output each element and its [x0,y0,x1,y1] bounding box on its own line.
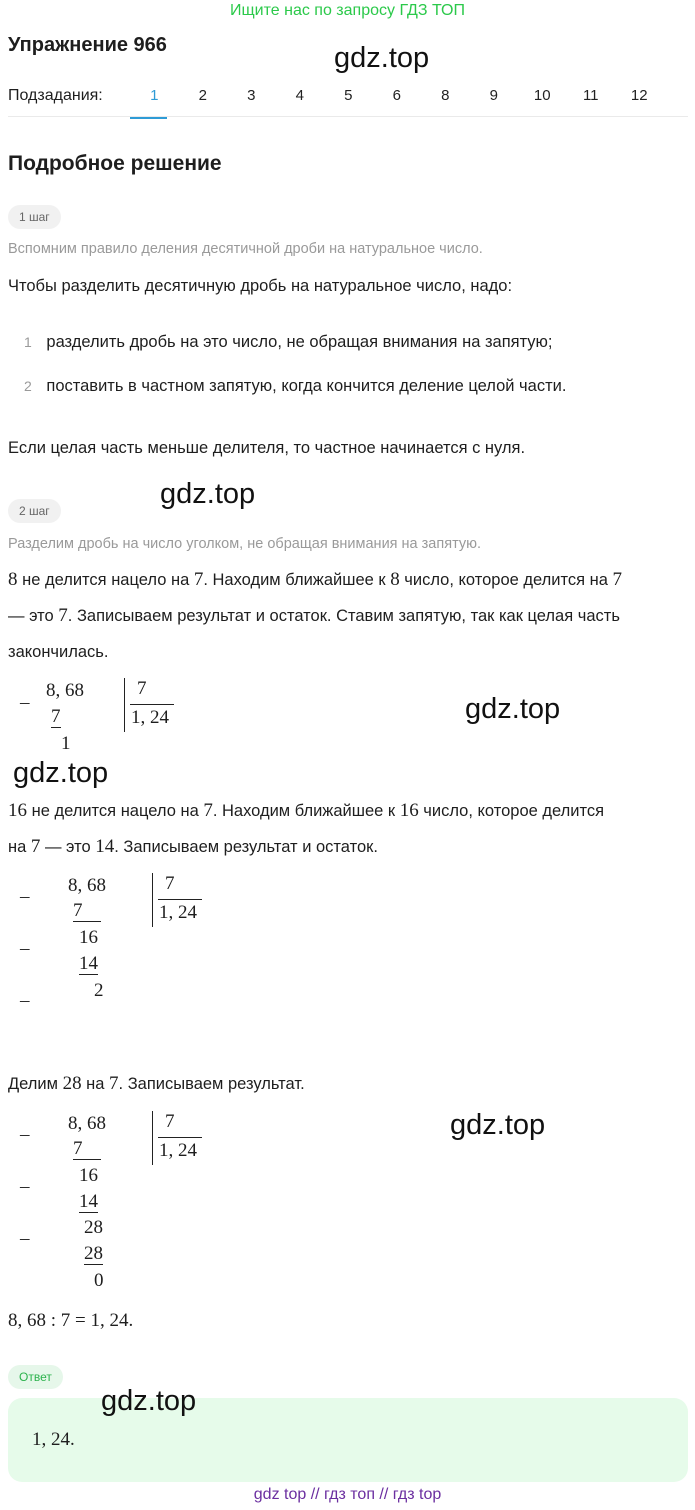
minus-sign: – [20,1176,30,1197]
dividend: 8, 68 [68,1113,106,1134]
inline-number: 7 [58,605,68,626]
section-title: Подробное решение [8,152,222,175]
step-2-paragraph-1 [8,562,688,670]
subtrahend: 7 [73,1139,101,1160]
list-number: 2 [24,378,32,394]
subtrahend: 7 [51,706,61,727]
minus-sign: – [20,938,30,959]
division-bracket [152,1111,153,1165]
dividend: 8, 68 [68,875,106,896]
divisor: 7 [137,678,147,699]
subtask-tab-1[interactable]: 1 [130,80,179,116]
inline-number: 7 [30,836,41,857]
inline-text: . Находим ближайшее к [203,571,391,589]
subtask-tab-12[interactable]: 12 [630,87,648,104]
subtask-tab-9[interactable]: 9 [489,87,498,104]
step-1-intro: Чтобы разделить десятичную дробь на натуральное число, надо: [8,277,513,295]
inline-text: на [81,1075,110,1093]
inline-text: закончилась. [8,643,109,661]
list-item [24,333,553,352]
subtask-tab-5[interactable]: 5 [344,87,353,104]
remainder: 0 [94,1270,104,1291]
subtask-tab-3[interactable]: 3 [247,87,256,104]
minus-sign: – [20,886,30,907]
answer-pill: Ответ [8,1365,63,1389]
subtrahend: 28 [84,1243,103,1264]
divisor: 7 [165,873,175,894]
subtask-tab-8[interactable]: 8 [441,87,450,104]
inline-text: не делится нацело на [27,802,204,820]
divisor: 7 [165,1111,175,1132]
inline-text: . Находим ближайшее к [212,802,400,820]
inline-number: 14 [95,836,115,857]
inline-number: 7 [109,1073,119,1094]
footer-links[interactable]: gdz top // гдз топ // гдз top [253,1486,442,1503]
subtasks-tabs [130,80,664,116]
inline-number: 8 [8,569,18,590]
result-equation: 8, 68 : 7 = 1, 24. [8,1310,134,1331]
watermark: gdz.top [450,1109,546,1141]
watermark: gdz.top [334,42,430,74]
step-1-note: Если целая часть меньше делителя, то частное начинается с нуля. [8,439,526,457]
list-item [24,377,566,396]
subtask-tab-10[interactable]: 10 [533,87,551,104]
minus-sign: – [20,692,30,713]
inline-number: 7 [203,800,213,821]
step-1-pill: 1 шаг [8,205,61,229]
subtask-tab-2[interactable]: 2 [198,87,207,104]
search-banner[interactable]: Ищите нас по запросу ГДЗ ТОП [230,2,465,19]
minus-sign: – [20,1228,30,1249]
inline-text: не делится нацело на [17,571,194,589]
inline-text: на [8,838,31,856]
subtasks-label: Подзадания: [8,87,103,104]
remainder: 16 [79,1165,98,1186]
divisor-line [158,1137,202,1138]
watermark: gdz.top [101,1385,197,1417]
watermark: gdz.top [160,478,256,510]
answer-value: 1, 24. [32,1429,75,1450]
quotient: 1, 24 [131,707,169,728]
inline-number: 8 [390,569,400,590]
step-1-hint: Вспомним правило деления десятичной дроби на натуральное число. [8,241,483,257]
step-2-pill: 2 шаг [8,499,61,523]
step-2-hint: Разделим дробь на число уголком, не обращая внимания на запятую. [8,536,482,552]
division-bracket [152,873,153,927]
subtask-tab-6[interactable]: 6 [392,87,401,104]
inline-text: . Записываем результат и остаток. [114,838,378,856]
dividend: 8, 68 [46,680,84,701]
inline-text: Делим [8,1075,63,1093]
inline-text: . Записываем результат. [118,1075,305,1093]
subtask-tab-11[interactable]: 11 [582,87,599,104]
inline-number: 7 [193,569,204,590]
subtrahend: 14 [79,1191,98,1212]
inline-text: . Записываем результат и остаток. Ставим запятую, так как целая часть [67,607,620,625]
list-number: 1 [24,334,32,350]
divisor-line [158,899,202,900]
inline-text: число, которое делится [418,802,605,820]
subtask-tab-4[interactable]: 4 [295,87,304,104]
watermark: gdz.top [465,693,561,725]
quotient: 1, 24 [159,1140,197,1161]
remainder: 1 [61,733,71,754]
page-title: Упражнение 966 [8,34,167,56]
list-text: разделить дробь на это число, не обращая внимания на запятую; [46,333,553,351]
list-text: поставить в частном запятую, когда кончится деление целой части. [46,377,567,395]
division-bracket [124,678,125,732]
step-2-paragraph-2 [8,793,688,865]
inline-number: 16 [8,800,27,821]
watermark: gdz.top [13,757,109,789]
remainder: 16 [79,927,98,948]
inline-text: — это [8,607,59,625]
remainder: 28 [84,1217,103,1238]
inline-text: число, которое делится на [399,571,613,589]
inline-number: 7 [612,569,623,590]
step-2-paragraph-3 [8,1066,688,1102]
remainder: 2 [94,980,104,1001]
divisor-line [130,704,174,705]
minus-sign: – [20,990,30,1011]
inline-number: 28 [62,1073,82,1094]
tabs-divider [8,116,688,117]
subtrahend: 14 [79,953,98,974]
inline-number: 16 [399,800,419,821]
inline-text: — это [40,838,96,856]
quotient: 1, 24 [159,902,197,923]
minus-sign: – [20,1124,30,1145]
subtrahend: 7 [73,901,101,922]
